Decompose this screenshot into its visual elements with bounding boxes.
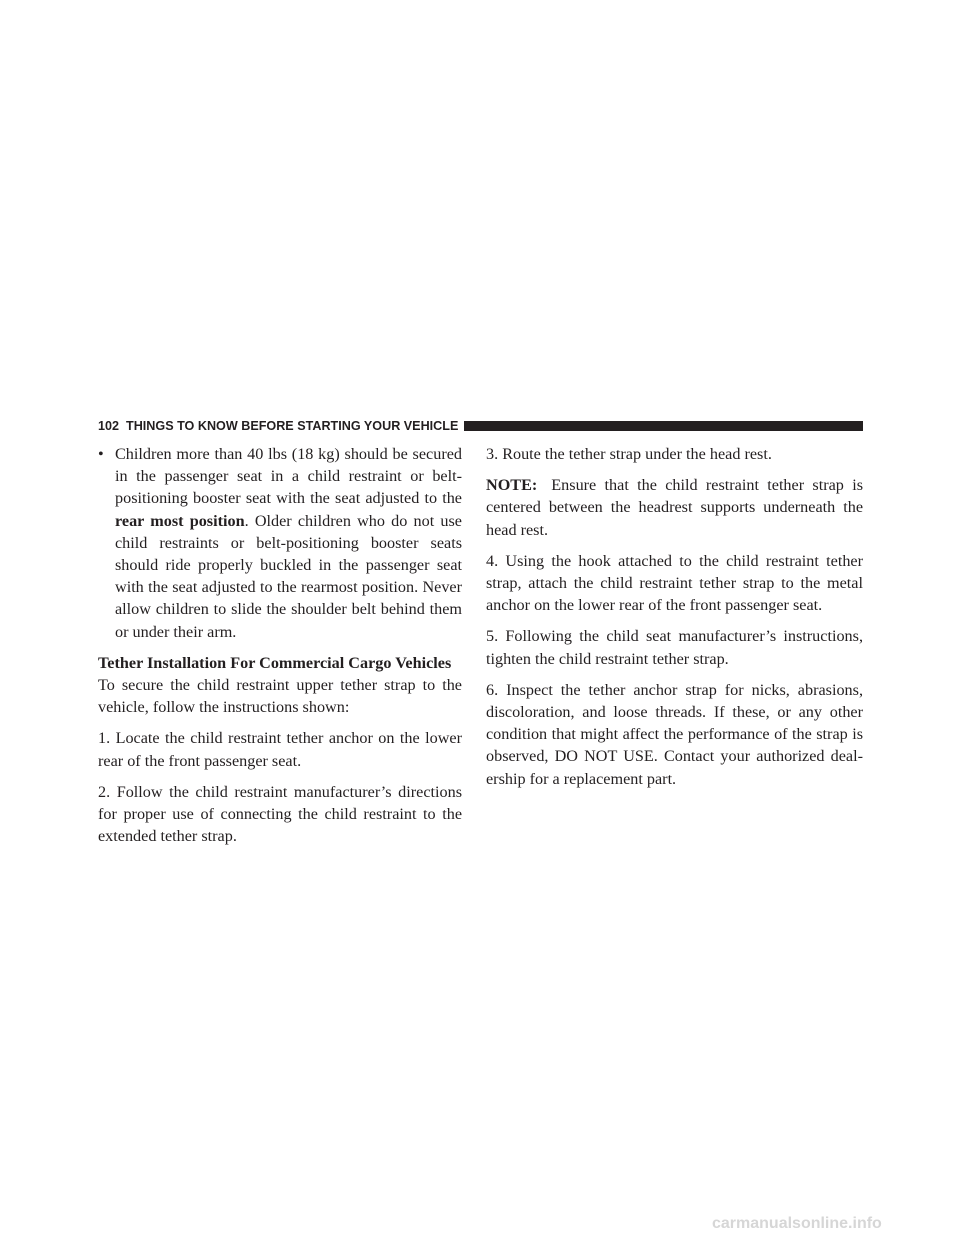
section-subheading: Tether Installation For Commercial Cargo Vehicles (98, 653, 452, 672)
step-4: 4. Using the hook attached to the child restraint tether strap, attach the child restraint tether strap to the metal anchor on the lower rear of the front passenger seat. (486, 551, 863, 615)
section-title: THINGS TO KNOW BEFORE STARTING YOUR VEHICLE (126, 419, 459, 433)
step-5: 5. Following the child seat manufacturer’s instructions, tighten the child restraint tether strap. (486, 627, 863, 668)
left-column (98, 443, 462, 856)
step-3: 3. Route the tether strap under the head rest. (486, 445, 772, 463)
intro-paragraph: To secure the child restraint upper tether strap to the vehicle, follow the instructions shown: (98, 676, 462, 717)
right-column (486, 443, 863, 799)
bullet-text-start: Children more than 40 lbs (18 kg) should be secured in the passenger seat in a child restraint or belt-positioning booster seat with the seat adjusted to the (115, 445, 462, 508)
page-number: 102 (98, 419, 120, 433)
bullet-item (98, 443, 462, 643)
header-rule (464, 421, 863, 431)
bullet-icon: • (98, 445, 104, 463)
bullet-emphasis: rear most position (115, 511, 245, 530)
note-text: Ensure that the child restraint tether strap is centered between the headrest supports underneath the head rest. (486, 476, 863, 539)
bullet-text-end: . Older children who do not use child restraints or belt-positioning booster seats should ride properly buckled in the passenger seat with the seat adjusted to the rearmost position. Never allow children to slide the shoulder belt behind them or under their arm. (115, 511, 462, 641)
watermark: carmanualsonline.info (712, 1215, 882, 1232)
note-label: NOTE: (486, 476, 538, 495)
header-label (98, 419, 458, 433)
note-paragraph (486, 474, 863, 541)
step-2: 2. Follow the child restraint manufacturer’s directions for proper use of connecting the child restraint to the extended tether strap. (98, 782, 462, 846)
step-6: 6. Inspect the tether anchor strap for nicks, abrasions, discoloration, and loose threads. If these, or any other condition that might affect the performance of the strap is observed, DO NOT USE. Contact your authorized deal-ership for a replacement part. (486, 680, 863, 788)
step-1: 1. Locate the child restraint tether anchor on the lower rear of the front passenger seat. (98, 729, 462, 770)
page-header (98, 418, 863, 434)
